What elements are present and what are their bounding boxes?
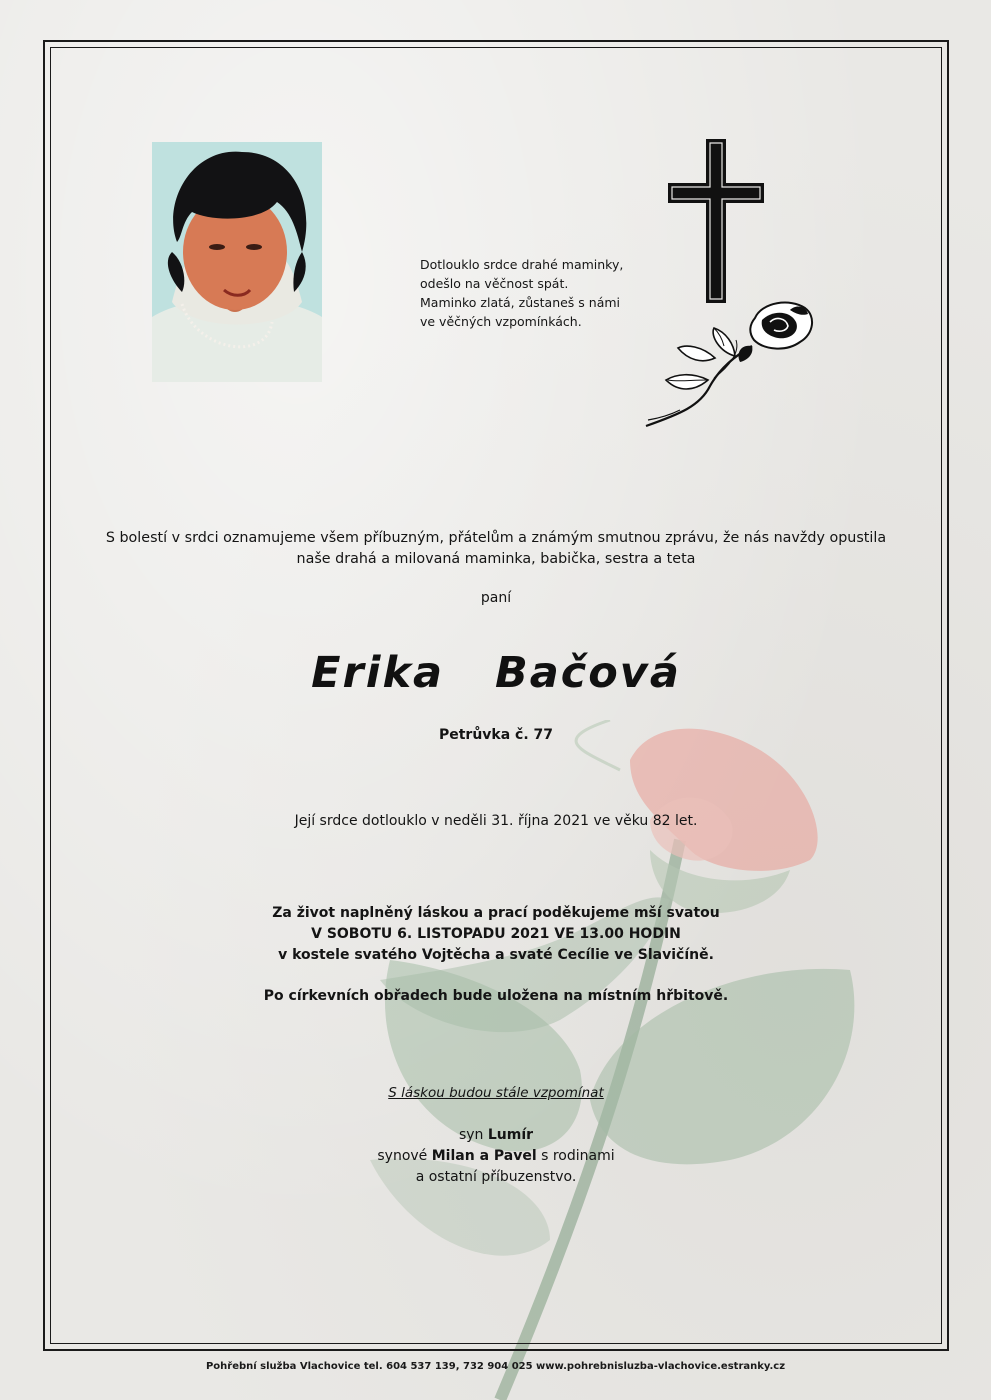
mourner-relation: synové [377, 1148, 428, 1164]
footer-contact: Pohřební služba Vlachovice tel. 604 537 139, 732 904 025 www.pohrebnisluzba-vlachovice.estranky.cz [205, 1361, 786, 1372]
portrait-illustration [152, 142, 322, 382]
funeral-date: V SOBOTU 6. LISTOPADU 2021 VE 13.00 HODIN [311, 926, 681, 942]
death-notice: Její srdce dotlouklo v neděli 31. října 2021 ve věku 82 let. [294, 813, 698, 829]
deceased-address: Petrůvka č. 77 [438, 727, 554, 743]
announcement-line: S bolestí v srdci oznamujeme všem příbuzným, přátelům a známým smutnou zprávu, že nás navždy opustila [105, 530, 887, 546]
announcement [50, 528, 942, 570]
verse-line: ve věčných vzpomínkách. [420, 314, 582, 329]
deceased-name [50, 648, 942, 698]
mourner-line [50, 1125, 942, 1146]
portrait-photo [152, 142, 322, 382]
mourner-line [50, 1146, 942, 1167]
announcement-line: naše drahá a milovaná maminka, babička, sestra a teta [296, 551, 696, 567]
verse-line: Dotlouklo srdce drahé maminky, [420, 257, 624, 272]
mourners-heading: S láskou budou stále vzpomínat [388, 1085, 604, 1101]
funeral-line: Za život naplněný láskou a prací poděkujeme mší svatou [272, 905, 720, 921]
verse-line: Maminko zlatá, zůstaneš s námi [420, 295, 621, 310]
deceased-last-name: Bačová [494, 648, 681, 698]
verse-line: odešlo na věčnost spát. [420, 276, 569, 291]
cross-icon [667, 138, 765, 304]
mourner-line: a ostatní příbuzenstvo. [415, 1169, 577, 1185]
honorific: paní [480, 590, 512, 606]
memorial-verse [420, 255, 650, 331]
deceased-first-name: Erika [311, 648, 445, 698]
mourner-name: Milan a Pavel [431, 1148, 537, 1164]
funeral-location: v kostele svatého Vojtěcha a svaté Cecílie ve Slavičíně. [278, 947, 714, 963]
mourner-suffix: s rodinami [541, 1148, 615, 1164]
mourners-list [50, 1125, 942, 1188]
burial-notice: Po církevních obřadech bude uložena na místním hřbitově. [263, 988, 729, 1004]
funeral-details [50, 903, 942, 966]
mourner-name: Lumír [487, 1127, 534, 1143]
rose-drawing-icon [640, 296, 820, 432]
mourner-relation: syn [458, 1127, 484, 1143]
